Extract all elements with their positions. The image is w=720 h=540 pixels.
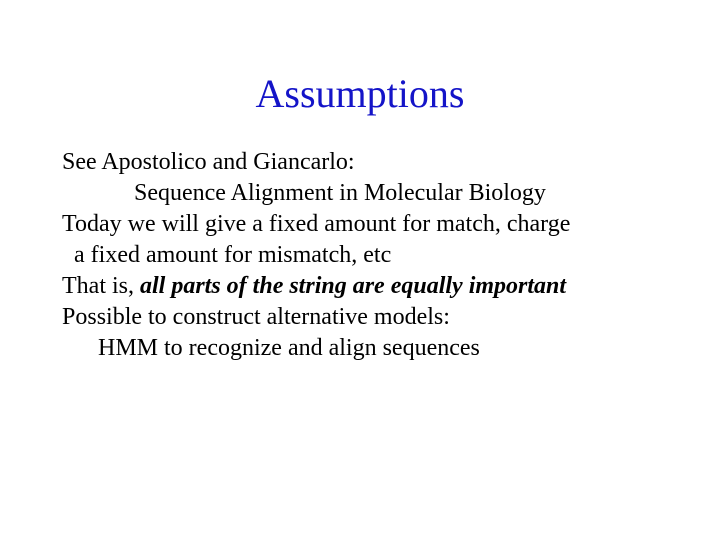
bullet-reference: See Apostolico and Giancarlo:	[62, 149, 355, 175]
bullet-importance	[62, 271, 712, 302]
bullet-scoring-continuation: a fixed amount for mismatch, etc	[74, 242, 392, 268]
alternative-hmm: HMM to recognize and align sequences	[98, 335, 480, 361]
slide-body	[62, 147, 712, 364]
bullet-alternatives: Possible to construct alternative models:	[62, 304, 450, 330]
bullet-scoring: Today we will give a fixed amount for match, charge	[62, 211, 571, 237]
importance-prefix: That is,	[62, 273, 140, 299]
importance-emphasis: all parts of the string are equally important	[140, 273, 567, 299]
slide-title: Assumptions	[255, 71, 465, 116]
reference-book-title: Sequence Alignment in Molecular Biology	[134, 180, 546, 206]
